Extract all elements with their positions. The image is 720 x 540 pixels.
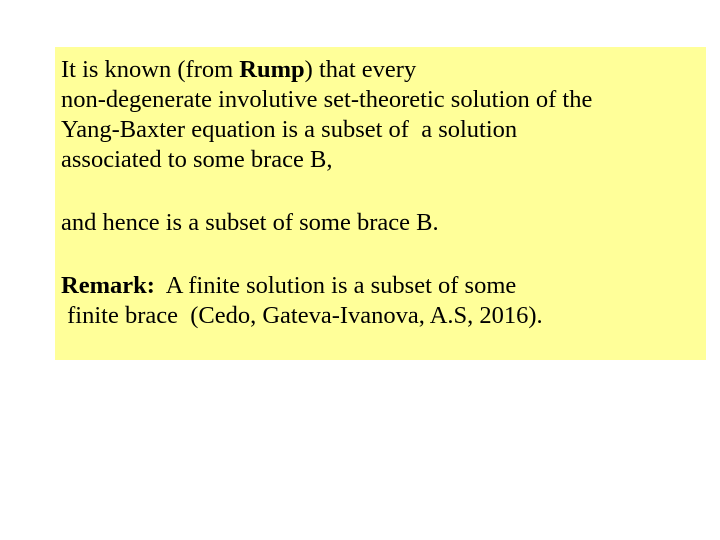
paragraph-spacer: [61, 238, 706, 271]
author-rump: Rump: [239, 56, 305, 83]
remark-label: Remark:: [61, 272, 155, 299]
text-box: [55, 47, 706, 360]
paragraph2-line1: and hence is a subset of some brace B.: [61, 209, 439, 236]
paragraph1-line3: Yang-Baxter equation is a subset of a solution: [61, 116, 518, 143]
remark-line2: finite brace (Cedo, Gateva-Ivanova, A.S, 2016).: [61, 302, 543, 329]
paragraph-spacer: [61, 175, 706, 208]
paragraph1-line4: associated to some brace B,: [61, 146, 333, 173]
paragraph1-line1-before: It is known (from: [61, 56, 240, 83]
paragraph1-line1-after: ) that every: [304, 56, 417, 83]
remark-line1: [61, 271, 706, 301]
remark-line1-rest: A finite solution is a subset of some: [154, 272, 517, 299]
paragraph1-line2: non-degenerate involutive set-theoretic solution of the: [61, 86, 593, 113]
paragraph1-line1: [61, 55, 706, 85]
